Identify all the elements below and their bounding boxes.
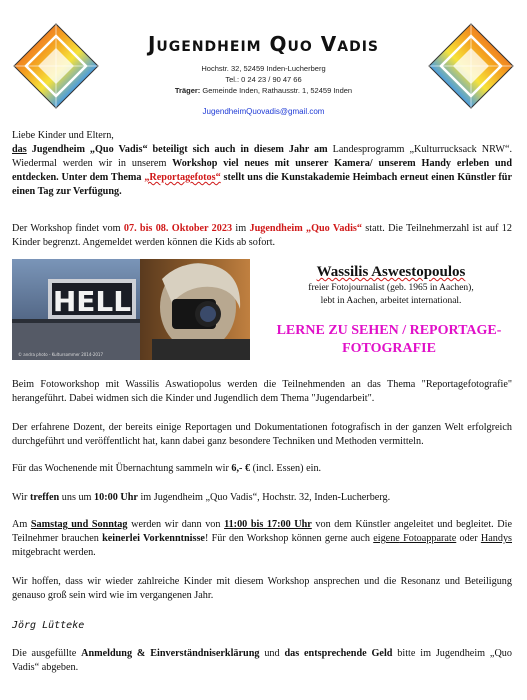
- days-own: eigene: [373, 533, 400, 544]
- carrier-label: Träger:: [174, 86, 201, 95]
- submission-paragraph: [12, 647, 512, 675]
- intro-program: Landesprogramm „Kulturrucksack NRW“.: [327, 144, 513, 155]
- intro-das: das: [12, 144, 27, 155]
- meet-time: 10:00 Uhr: [94, 492, 138, 503]
- photo-credit: © andra photo - Kultursommer 2014-2017: [18, 352, 104, 357]
- meet-c: uns um: [59, 492, 95, 503]
- org-email-link[interactable]: JugendheimQuovadis@gmail.com: [202, 107, 325, 116]
- cta-heading: [256, 322, 522, 358]
- final-a: Die ausgefüllte: [12, 648, 82, 659]
- dates-paragraph: [12, 222, 512, 250]
- days-no-prereq: keinerlei Vorkenntnisse: [102, 533, 205, 544]
- speaker-name: Wassilis Aswestopoulos: [316, 264, 466, 280]
- photo-sign-text: HELL: [52, 285, 132, 318]
- intro-theme: „Reportagefotos“: [144, 172, 221, 183]
- days-cameras: Fotoapparate: [399, 533, 457, 544]
- intro-paragraph: [12, 143, 512, 199]
- dates-c: statt. Die Teilnehmerzahl ist auf 12 Kinder begrenzt. Angemeldet werden können die Kids ab sofort.: [12, 223, 512, 248]
- final-forms: Anmeldung & Einverständniserklärung: [81, 648, 260, 659]
- schedule-paragraph: [12, 518, 512, 560]
- intro-artist: stellt uns die Kunstakademie Heimbach erneut einen Künstler für einen Tag zur Verfügung.: [12, 172, 512, 197]
- days-e: von dem Künstler angeleitet und begleitet. Die Teilnehmer brauchen: [12, 519, 512, 544]
- dates-a: Der Workshop findet vom: [12, 223, 124, 234]
- cta-line1: LERNE ZU SEHEN / REPORTAGE-: [276, 323, 502, 338]
- carrier-text: Gemeinde Inden, Rathausstr. 1, 52459 Inden: [202, 86, 353, 95]
- speaker-bio-line1: freier Fotojournalist (geb. 1965 in Aachen),: [308, 283, 474, 293]
- cost-amount: 6,- €: [231, 463, 251, 474]
- workshop-venue: Jugendheim „Quo Vadis“: [249, 223, 362, 234]
- greeting: Liebe Kinder und Eltern,: [12, 130, 114, 141]
- days-g: ! Für den Workshop können gerne auch: [204, 533, 374, 544]
- dates-b: im: [232, 223, 250, 234]
- workshop-description: Beim Fotoworkshop mit Wassilis Aswatiopolus werden die Teilnehmenden an das Thema "Reportagefotografie" herangeführt. Dabei widmen sich die Kinder und Jugendlich dem Thema "Jugendarbeit".: [12, 379, 512, 404]
- meet-a: Wir: [12, 492, 30, 503]
- closing-paragraph: Wir hoffen, dass wir wieder zahlreiche Kinder mit diesem Workshop ansprechen und die Resonanz und Beteiligung genauso groß sein wird wie im vergangenen Jahr.: [12, 576, 512, 601]
- final-e: bitte im Jugendheim „Quo Vadis“ abgeben.: [12, 648, 512, 673]
- days-phones: Handys: [480, 533, 512, 544]
- cta-line2: FOTOGRAFIE: [342, 341, 436, 356]
- speaker-bio-line2: lebt in Aachen, arbeitet international.: [320, 296, 462, 306]
- meet-verb: treffen: [29, 492, 60, 503]
- final-money: das entsprechende Geld: [284, 648, 393, 659]
- org-phone: Tel.: 0 24 23 / 90 47 66: [225, 75, 302, 84]
- meeting-paragraph: [12, 491, 512, 505]
- org-address: Hochstr. 32, 52459 Inden-Lucherberg: [201, 64, 326, 73]
- instructor-description: Der erfahrene Dozent, der bereits einige Reportagen und Dokumentationen fotografisch in der ganzen Welt erfolgreich durchgeführt und veröffentlicht hat, kann dabei ganz besondere Techniken und Methoden vermitteln.: [12, 422, 512, 447]
- days-c: werden wir dann von: [127, 519, 225, 530]
- intro-org-bold: Jugendheim „Quo Vadis“ beteiligt sich auch in diesem Jahr am: [31, 144, 328, 155]
- intro-again: Wiedermal werden wir in unserem: [12, 158, 167, 169]
- cost-c: (incl. Essen) ein.: [250, 463, 322, 474]
- cost-a: Für das Wochenende mit Übernachtung sammeln wir: [12, 463, 232, 474]
- days-l: mitgebracht werden.: [12, 547, 96, 558]
- workshop-dates: 07. bis 08. Oktober 2023: [123, 223, 233, 234]
- days-j: oder: [456, 533, 481, 544]
- days-a: Am: [12, 519, 31, 530]
- cost-paragraph: [12, 462, 512, 476]
- days-hours: 11:00 bis 17:00 Uhr: [224, 519, 312, 530]
- org-title: Jugendheim Quo Vadis: [147, 32, 380, 56]
- intro-workshop-bold: Workshop viel neues mit unserer Kamera/ unserem Handy erleben und entdecken. Unter dem Thema: [12, 158, 513, 183]
- days-weekend: Samstag und Sonntag: [30, 519, 128, 530]
- meet-e: im Jugendheim „Quo Vadis“, Hochstr. 32, Inden-Lucherberg.: [137, 492, 391, 503]
- photographer-photo: [12, 259, 250, 360]
- final-c: und: [259, 648, 285, 659]
- org-carrier: [0, 86, 527, 95]
- signature: Jörg Lütteke: [12, 620, 85, 631]
